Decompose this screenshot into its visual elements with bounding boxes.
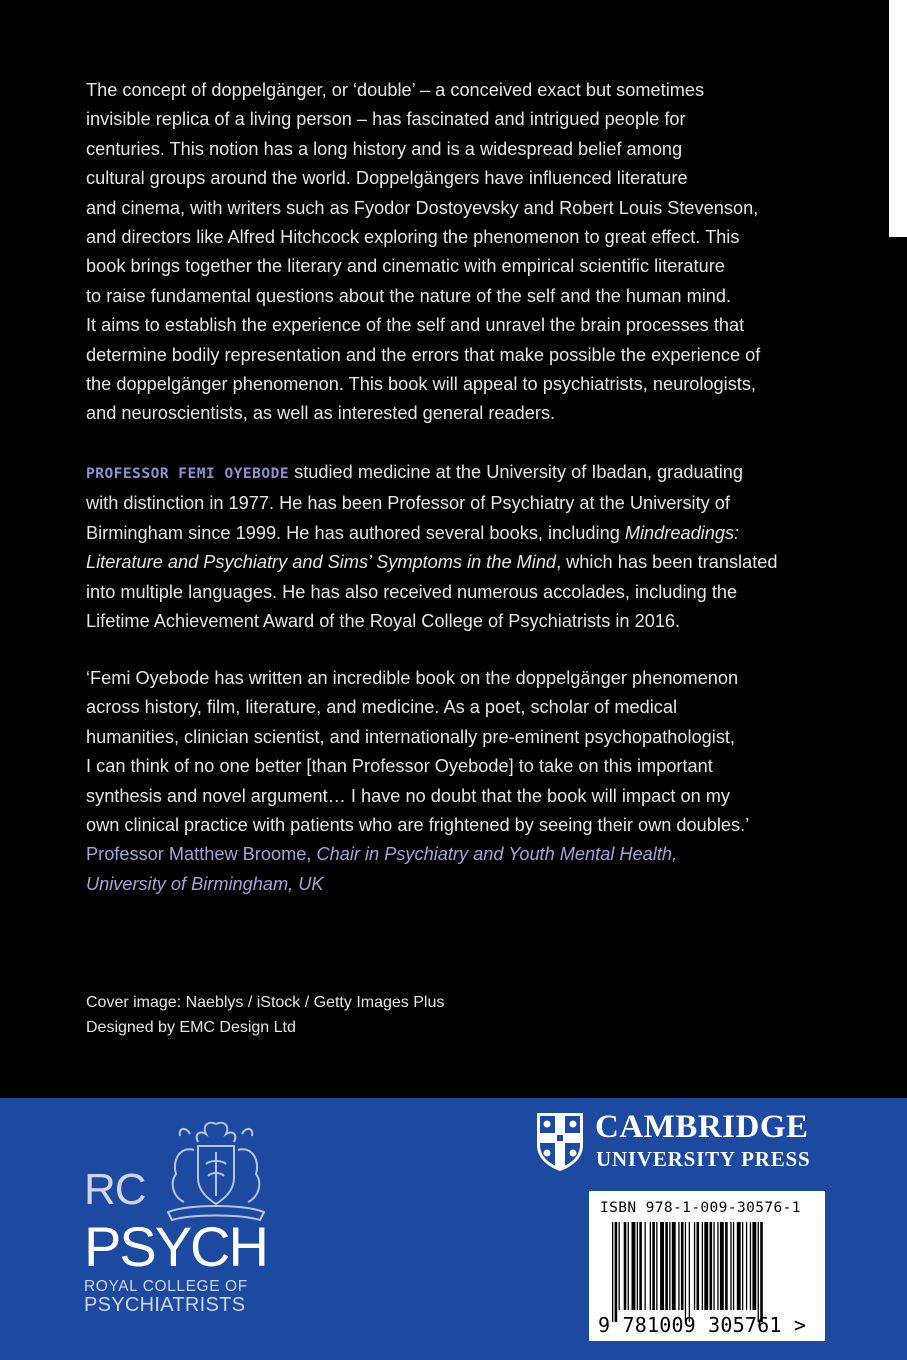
blurb-line: cultural groups around the world. Doppelgängers have influenced literature [86,168,688,189]
bio-line [86,458,846,489]
barcode-bar [760,1222,763,1322]
barcode-bar [619,1222,620,1310]
designer-credit: Designed by EMC Design Ltd [86,1019,296,1036]
attribution-name: Professor Matthew Broome, [86,844,317,865]
rcpsych-crest-icon [150,1116,282,1226]
university-press-wordmark: UNIVERSITY PRESS [596,1147,811,1171]
barcode-bar [624,1222,627,1310]
bio-line: into multiple languages. He has also received numerous accolades, including the [86,581,738,602]
book-title: Literature and Psychiatry and Sims’ Symptoms in the Mind [86,552,557,573]
barcode-bar [737,1222,741,1310]
attribution-place: University of Birmingham, UK [86,873,324,894]
rcpsych-royal-college: ROYAL COLLEGE OF [84,1278,248,1295]
barcode-bar [697,1222,700,1310]
author-name: PROFESSOR FEMI OYEBODE [86,466,290,482]
blurb-line: invisible replica of a living person – has fascinated and intrigued people for [86,109,686,130]
quote-line: synthesis and novel argument… I have no doubt that the book will impact on my [86,785,730,806]
blurb-line: The concept of doppelgänger, or ‘double’ – a conceived exact but sometimes [86,80,705,100]
blurb-line: book brings together the literary and cinematic with empirical scientific literature [86,256,725,277]
author-bio [86,458,846,636]
barcode-bars [612,1222,812,1322]
barcode-digits: 9 781009 305761 > [598,1313,807,1337]
barcode-bar [652,1222,655,1310]
barcode-bar [612,1222,613,1322]
barcode-bar [681,1222,684,1310]
blurb-line: It aims to establish the experience of the self and unravel the brain processes that [86,315,745,336]
bio-line: Lifetime Achievement Award of the Royal College of Psychiatrists in 2016. [86,611,681,632]
book-title: Mindreadings: [624,522,740,543]
barcode-bar [758,1222,759,1322]
cover-credits [86,990,444,1040]
barcode-bar [725,1222,728,1310]
barcode-bar [660,1222,664,1310]
blurb-line: and cinema, with writers such as Fyodor Dostoyevsky and Robert Louis Stevenson, [86,197,759,218]
barcode-bar [628,1222,629,1310]
bio-line [86,519,846,548]
quote-attribution [86,840,846,869]
rcpsych-rc: RC [84,1165,146,1214]
quote-line: I can think of no one better [than Professor Oyebode] to take on this important [86,756,713,777]
barcode-bar [639,1222,642,1310]
book-blurb [86,76,846,429]
barcode-bar [672,1222,676,1310]
bio-text: , which has been translated [556,552,778,573]
barcode-bar [650,1222,651,1310]
bio-text: Birmingham since 1999. He has authored several books, including [86,522,625,543]
blurb-line: the doppelgänger phenomenon. This book will appeal to psychiatrists, neurologists, [86,374,756,395]
attribution-title: Chair in Psychiatry and Youth Mental Health, [316,844,678,865]
barcode-bar [637,1222,638,1310]
barcode-bar [685,1222,686,1322]
barcode-bar [689,1222,690,1322]
bio-text: studied medicine at the University of Ibadan, graduating [289,462,744,482]
barcode-bar [713,1222,714,1310]
endorsement-quote [86,664,846,899]
cover-image-credit: Cover image: Naeblys / iStock / Getty Images Plus [86,994,445,1011]
barcode-bar [665,1222,668,1310]
barcode-bar [733,1222,734,1310]
bio-line [86,548,846,577]
blurb-line: determine bodily representation and the errors that make possible the experience of [86,344,761,365]
cambridge-wordmark: CAMBRIDGE [595,1109,809,1145]
page-edge-strip [889,0,907,237]
blurb-line: and neuroscientists, as well as interested general readers. [86,403,556,424]
cambridge-shield-icon [535,1111,585,1173]
barcode-bar [702,1222,703,1310]
quote-line: ‘Femi Oyebode has written an incredible book on the doppelgänger phenomenon [86,668,739,688]
barcode-bar [720,1222,724,1310]
quote-line: humanities, clinician scientist, and internationally pre-eminent psychopathologist, [86,726,736,747]
blurb-line: to raise fundamental questions about the nature of the self and the human mind. [86,285,732,306]
barcode-bar [645,1222,646,1310]
barcode-bar [669,1222,670,1310]
barcode-bar [746,1222,747,1310]
blurb-line: centuries. This notion has a long history and is a widespread belief among [86,138,683,159]
barcode-bar [730,1222,731,1310]
isbn-number: ISBN 978-1-009-30576-1 [600,1200,801,1216]
barcode-bar [717,1222,718,1310]
barcode-bar [656,1222,657,1310]
quote-line: across history, film, literature, and medicine. As a poet, scholar of medical [86,697,678,718]
barcode-bar [678,1222,679,1310]
blurb-line: and directors like Alfred Hitchcock exploring the phenomenon to great effect. This [86,227,740,248]
barcode-bar [742,1222,743,1310]
barcode-bar [752,1222,756,1310]
barcode-bar [694,1222,695,1310]
rcpsych-psychiatrists: PSYCHIATRISTS [84,1294,246,1316]
barcode-bar [615,1222,618,1322]
bio-line: with distinction in 1977. He has been Professor of Psychiatry at the University of [86,493,730,514]
barcode-bar [710,1222,713,1310]
barcode-bar [750,1222,751,1310]
rcpsych-psych: PSYCH [84,1215,267,1278]
barcode-bar [704,1222,708,1310]
quote-line: own clinical practice with patients who are frightened by seeing their own doubles.’ [86,815,750,836]
barcode-bar [632,1222,636,1310]
